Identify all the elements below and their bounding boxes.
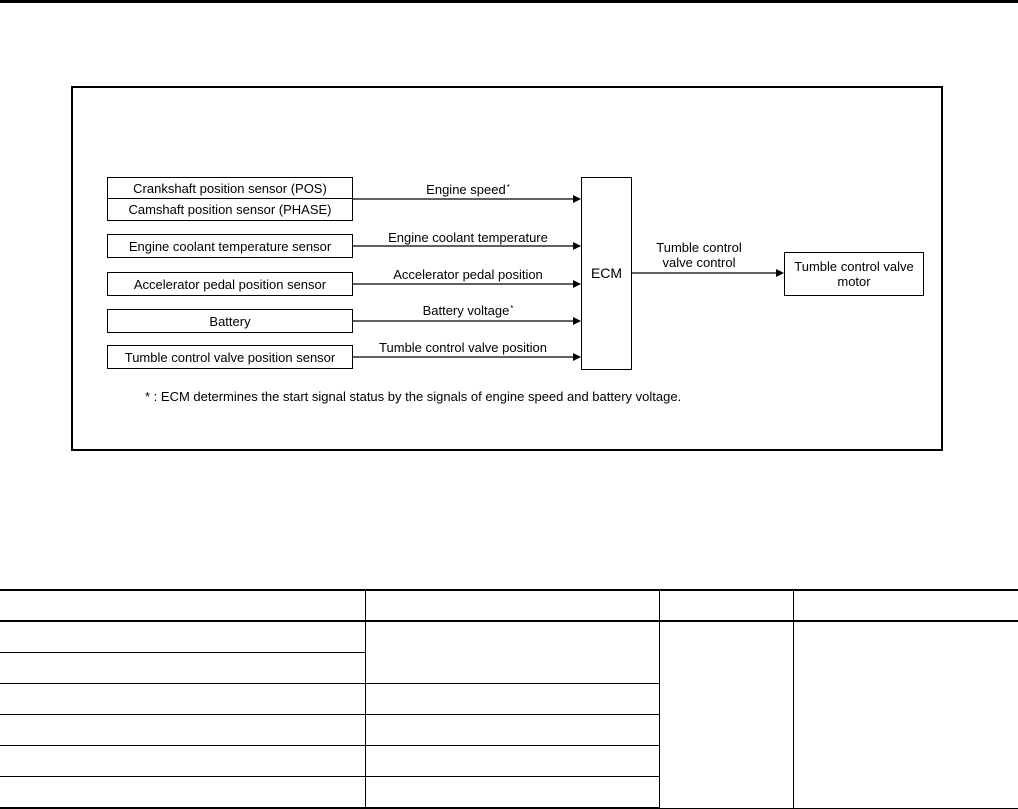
table-cell bbox=[0, 715, 365, 746]
tumble-position-label: Tumble control valve position bbox=[379, 340, 547, 355]
table-cell bbox=[365, 684, 659, 715]
header-cell bbox=[365, 590, 659, 621]
crankshaft-sensor-label: Crankshaft position sensor (POS) bbox=[108, 178, 352, 199]
battery-voltage-mark: * bbox=[510, 304, 514, 313]
header-cell bbox=[0, 590, 365, 621]
footnote: * : ECM determines the start signal status by the signals of engine speed and battery voltage. bbox=[145, 389, 682, 404]
valve-control-line-2: valve control bbox=[662, 255, 736, 270]
battery-box: Battery bbox=[107, 309, 353, 333]
battery-voltage-text: Battery voltage bbox=[422, 303, 510, 318]
table-cell bbox=[0, 621, 365, 653]
coolant-temp-label: Engine coolant temperature bbox=[388, 230, 548, 245]
camshaft-sensor-label: Camshaft position sensor (PHASE) bbox=[128, 202, 332, 217]
table-cell bbox=[365, 621, 659, 684]
table-cell bbox=[659, 621, 793, 808]
valve-control-line-1: Tumble control bbox=[656, 240, 742, 255]
table-cell bbox=[365, 746, 659, 777]
table-header-row bbox=[0, 590, 1018, 621]
battery-voltage-label bbox=[378, 303, 558, 318]
system-table bbox=[0, 589, 1018, 809]
table-cell bbox=[0, 777, 365, 809]
header-cell bbox=[659, 590, 793, 621]
valve-control-label bbox=[637, 240, 761, 270]
table-cell bbox=[0, 684, 365, 715]
coolant-temp-sensor-box: Engine coolant temperature sensor bbox=[107, 234, 353, 258]
tumble-position-sensor-box: Tumble control valve position sensor bbox=[107, 345, 353, 369]
engine-speed-mark: * bbox=[506, 183, 510, 192]
actuator-line-1: Tumble control valve bbox=[794, 259, 914, 274]
ecm-box: ECM bbox=[581, 177, 632, 370]
engine-speed-label bbox=[378, 182, 558, 197]
accelerator-label: Accelerator pedal position bbox=[393, 267, 543, 282]
table-cell bbox=[365, 715, 659, 746]
engine-speed-text: Engine speed bbox=[426, 182, 506, 197]
table-cell bbox=[793, 621, 1018, 808]
header-cell bbox=[793, 590, 1018, 621]
table-cell bbox=[0, 746, 365, 777]
accelerator-sensor-box: Accelerator pedal position sensor bbox=[107, 272, 353, 296]
table-row bbox=[0, 621, 1018, 653]
actuator-line-2: motor bbox=[837, 274, 871, 289]
table-cell bbox=[365, 777, 659, 809]
table-cell bbox=[0, 653, 365, 684]
